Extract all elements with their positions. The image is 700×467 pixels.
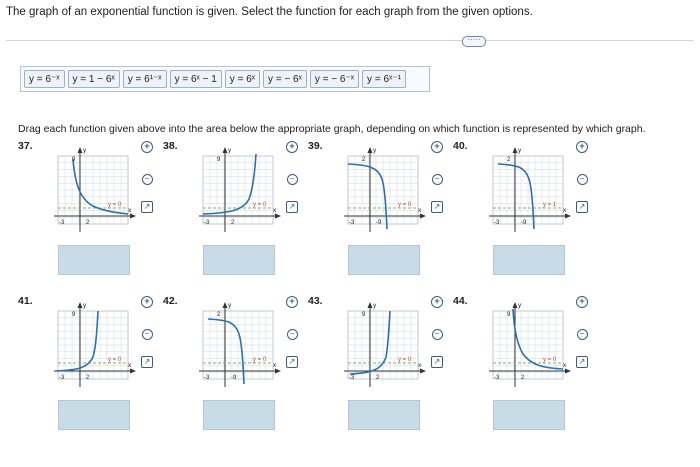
y-max-label: 9	[72, 157, 76, 163]
y-axis-label: y	[228, 147, 232, 154]
problem-number: 43.	[308, 295, 323, 307]
exponential-graph	[193, 299, 283, 394]
x-axis-label: x	[563, 207, 567, 214]
option-chip[interactable]: y = 6ˣ⁻¹	[362, 70, 406, 88]
exponential-graph	[483, 299, 573, 394]
x-axis-label: x	[273, 207, 277, 214]
y-axis-label: y	[83, 302, 87, 309]
y-axis-arrow	[78, 147, 83, 153]
asymptote-label: y = 0	[253, 202, 267, 208]
asymptote-label: y = 0	[543, 357, 557, 363]
x-axis-arrow	[420, 214, 426, 219]
answer-drop-zone[interactable]	[493, 400, 565, 430]
tick-label: 2	[376, 375, 380, 381]
exponential-graph	[483, 144, 573, 239]
zoom-in-icon[interactable]: +	[140, 295, 154, 309]
y-axis-label: y	[518, 302, 522, 309]
x-axis-label: x	[128, 207, 132, 214]
x-axis-arrow	[565, 214, 571, 219]
zoom-in-icon[interactable]: +	[430, 295, 444, 309]
y-axis-arrow	[78, 302, 83, 308]
x-tick-label: -3	[204, 375, 210, 381]
zoom-out-icon[interactable]: −	[575, 327, 589, 341]
answer-drop-zone[interactable]	[203, 245, 275, 275]
popout-icon[interactable]: ↗	[430, 355, 444, 369]
y-max-label: 9	[217, 157, 221, 163]
divider	[6, 40, 694, 41]
x-axis-arrow	[275, 214, 281, 219]
y-axis-arrow	[223, 302, 228, 308]
x-tick-label: -3	[59, 220, 65, 226]
asymptote-label: y = 0	[398, 357, 412, 363]
answer-drop-zone[interactable]	[348, 245, 420, 275]
instruction-text: The graph of an exponential function is given. Select the function for each graph from the given options.	[6, 6, 533, 18]
y-axis-label: y	[83, 147, 87, 154]
exponential-graph	[338, 299, 428, 394]
x-axis-arrow	[275, 369, 281, 374]
problem-number: 42.	[163, 295, 178, 307]
problem-number: 44.	[453, 295, 468, 307]
zoom-out-icon[interactable]: −	[285, 327, 299, 341]
asymptote-label: y = 0	[108, 357, 122, 363]
zoom-in-icon[interactable]: +	[140, 140, 154, 154]
option-chip[interactable]: y = 6⁻ˣ	[24, 70, 65, 88]
option-chip[interactable]: y = 6¹⁻ˣ	[123, 70, 167, 88]
problem-number: 38.	[163, 140, 178, 152]
x-axis-arrow	[565, 369, 571, 374]
y-axis-arrow	[513, 147, 518, 153]
zoom-in-icon[interactable]: +	[285, 140, 299, 154]
option-chip[interactable]: y = 6ˣ	[225, 70, 260, 88]
asymptote-label: y = 1	[543, 202, 557, 208]
popout-icon[interactable]: ↗	[285, 355, 299, 369]
x-tick-label: -3	[59, 375, 65, 381]
x-tick-label: -3	[494, 375, 500, 381]
x-axis-label: x	[128, 362, 132, 369]
x-axis-arrow	[130, 369, 136, 374]
zoom-out-icon[interactable]: −	[430, 327, 444, 341]
tick-label: -9	[231, 375, 237, 381]
zoom-in-icon[interactable]: +	[285, 295, 299, 309]
tick-label: 2	[521, 375, 525, 381]
popout-icon[interactable]: ↗	[575, 355, 589, 369]
x-tick-label: -3	[349, 375, 355, 381]
y-max-label: 9	[72, 312, 76, 318]
more-button[interactable]: ·····	[462, 36, 486, 47]
y-max-label: 2	[507, 157, 511, 163]
problem-number: 37.	[18, 140, 33, 152]
x-axis-label: x	[273, 362, 277, 369]
option-chip[interactable]: y = 1 − 6ˣ	[68, 70, 120, 88]
option-chip[interactable]: y = 6ˣ − 1	[170, 70, 222, 88]
options-tray	[20, 66, 430, 92]
exponential-graph	[48, 299, 138, 394]
answer-drop-zone[interactable]	[203, 400, 275, 430]
x-axis-arrow	[130, 214, 136, 219]
y-axis-label: y	[228, 302, 232, 309]
y-max-label: 9	[362, 312, 366, 318]
x-tick-label: -3	[494, 220, 500, 226]
zoom-in-icon[interactable]: +	[430, 140, 444, 154]
exponential-graph	[48, 144, 138, 239]
tick-label: 2	[86, 220, 90, 226]
tick-label: 2	[86, 375, 90, 381]
problem-number: 41.	[18, 295, 33, 307]
zoom-out-icon[interactable]: −	[285, 172, 299, 186]
popout-icon[interactable]: ↗	[140, 200, 154, 214]
y-axis-label: y	[373, 302, 377, 309]
drag-instruction: Drag each function given above into the area below the appropriate graph, depending on which function is represented by which graph.	[18, 123, 646, 135]
y-axis-label: y	[518, 147, 522, 154]
exponential-graph	[193, 144, 283, 239]
answer-drop-zone[interactable]	[58, 400, 130, 430]
zoom-in-icon[interactable]: +	[575, 295, 589, 309]
x-tick-label: -3	[204, 220, 210, 226]
option-chip[interactable]: y = − 6ˣ	[263, 70, 307, 88]
popout-icon[interactable]: ↗	[140, 355, 154, 369]
tick-label: 2	[231, 220, 235, 226]
x-axis-label: x	[418, 362, 422, 369]
y-max-label: 2	[362, 157, 366, 163]
tick-label: -9	[521, 220, 527, 226]
asymptote-label: y = 0	[108, 202, 122, 208]
problem-number: 39.	[308, 140, 323, 152]
y-axis-arrow	[368, 302, 373, 308]
y-axis-label: y	[373, 147, 377, 154]
tick-label: -9	[376, 220, 382, 226]
x-tick-label: -3	[349, 220, 355, 226]
popout-icon[interactable]: ↗	[430, 200, 444, 214]
zoom-out-icon[interactable]: −	[575, 172, 589, 186]
popout-icon[interactable]: ↗	[285, 200, 299, 214]
x-axis-label: x	[563, 362, 567, 369]
exponential-graph	[338, 144, 428, 239]
asymptote-label: y = 0	[253, 357, 267, 363]
zoom-out-icon[interactable]: −	[140, 327, 154, 341]
x-axis-arrow	[420, 369, 426, 374]
y-max-label: 2	[217, 312, 221, 318]
y-axis-arrow	[513, 302, 518, 308]
answer-drop-zone[interactable]	[493, 245, 565, 275]
y-axis-arrow	[223, 147, 228, 153]
popout-icon[interactable]: ↗	[575, 200, 589, 214]
y-max-label: 9	[507, 312, 511, 318]
answer-drop-zone[interactable]	[348, 400, 420, 430]
answer-drop-zone[interactable]	[58, 245, 130, 275]
zoom-in-icon[interactable]: +	[575, 140, 589, 154]
problem-number: 40.	[453, 140, 468, 152]
asymptote-label: y = 0	[398, 202, 412, 208]
option-chip[interactable]: y = − 6⁻ˣ	[310, 70, 359, 88]
x-axis-label: x	[418, 207, 422, 214]
zoom-out-icon[interactable]: −	[140, 172, 154, 186]
zoom-out-icon[interactable]: −	[430, 172, 444, 186]
y-axis-arrow	[368, 147, 373, 153]
